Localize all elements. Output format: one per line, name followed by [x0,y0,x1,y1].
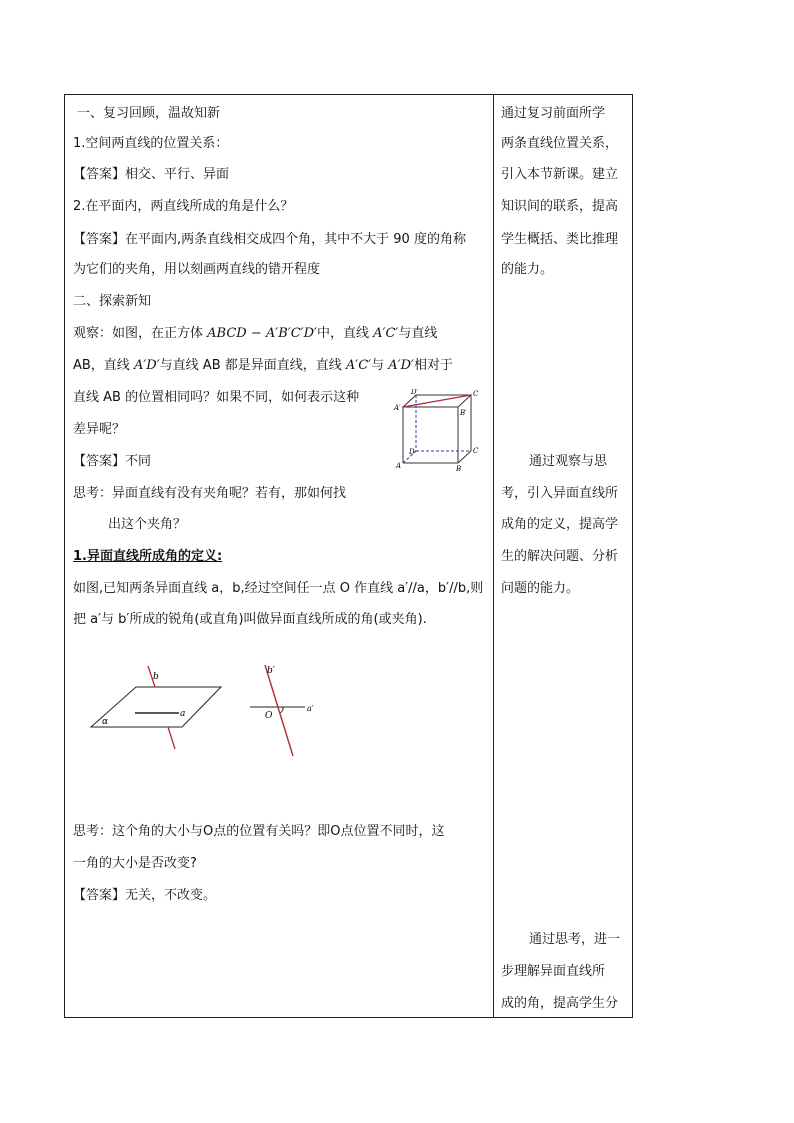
skew-lines-diagram [87,659,357,769]
section2-heading: 二、探索新知 [73,294,152,309]
observe-line3: 直线 AB 的位置相同吗？如果不同，如何表示这种 [73,390,360,405]
think2-line1: 思考：这个角的大小与O点的位置有关吗？即O点位置不同时，这 [73,824,445,839]
label-alpha: α [102,717,109,727]
definition-line2: 把 a′与 b′所成的锐角(或直角)叫做异面直线所成的角(或夹角). [73,612,427,627]
note1-line: 的能力。 [501,262,554,277]
answer-1: 【答案】相交、平行、异面 [73,167,230,182]
column-divider [493,95,494,1017]
cube-label-c1: C [473,390,479,398]
section1-heading: 一、复习回顾，温故知新 [77,106,221,121]
think1-line2: 出这个夹角？ [108,517,187,532]
cube-label-d: D [409,448,415,456]
label-O: O [265,711,273,721]
cube-diagram [393,389,481,473]
answer-different: 【答案】不同 [73,454,152,469]
note1-line: 引入本节新课。建立 [501,167,619,182]
label-a: a [180,709,186,719]
question-2: 2.在平面内，两直线所成的角是什么？ [73,199,294,214]
note3-line: 步理解异面直线所 [501,964,606,979]
note3-line: 成的角，提高学生分 [501,996,619,1011]
note1-line: 学生概括、类比推理 [501,232,619,247]
note1-line: 两条直线位置关系， [501,136,619,151]
think2-line2: 一角的大小是否改变? [73,856,197,871]
note2-line: 考，引入异面直线所 [501,486,619,501]
cube-label-b1: B′ [460,409,467,417]
cube-label-d1: D′ [411,389,419,396]
note1-line: 通过复习前面所学 [501,106,606,121]
answer-no-change: 【答案】无关，不改变。 [73,888,217,903]
label-b: b [153,672,159,682]
note1-line: 知识间的联系，提高 [501,199,619,214]
observe-line2: AB，直线 A′D′与直线 AB 都是异面直线，直线 A′C′与 A′D′相对于 [73,358,454,373]
cube-label-a: A [396,462,402,470]
observe-line1: 观察：如图，在正方体 ABCD − A′B′C′D′中，直线 A′C′与直线 [73,326,438,341]
label-b-prime: b′ [267,666,275,676]
note2-line: 通过观察与思 [529,454,608,469]
note2-line: 成角的定义，提高学 [501,517,619,532]
definition-title: 1.异面直线所成角的定义: [73,549,223,564]
note3-line: 通过思考，进一 [529,932,621,947]
label-a-prime: a′ [307,704,314,713]
question-1: 1.空间两直线的位置关系： [73,136,229,151]
answer-2-line1: 【答案】在平面内,两条直线相交成四个角，其中不大于 90 度的角称 [73,232,466,247]
cube-label-a1: A′ [394,404,401,412]
cube-label-b: B [456,465,462,473]
note2-line: 问题的能力。 [501,581,580,596]
answer-2-line2: 为它们的夹角，用以刻画两直线的错开程度 [73,262,321,277]
definition-line1: 如图,已知两条异面直线 a，b,经过空间任一点 O 作直线 a′//a，b′//b,则 [73,581,484,596]
note2-line: 生的解决问题、分析 [501,549,619,564]
lesson-table [64,94,633,1018]
cube-label-c: C [473,447,479,455]
observe-line4: 差异呢？ [73,422,126,437]
think1-line1: 思考：异面直线有没有夹角呢？若有，那如何找 [73,486,347,501]
